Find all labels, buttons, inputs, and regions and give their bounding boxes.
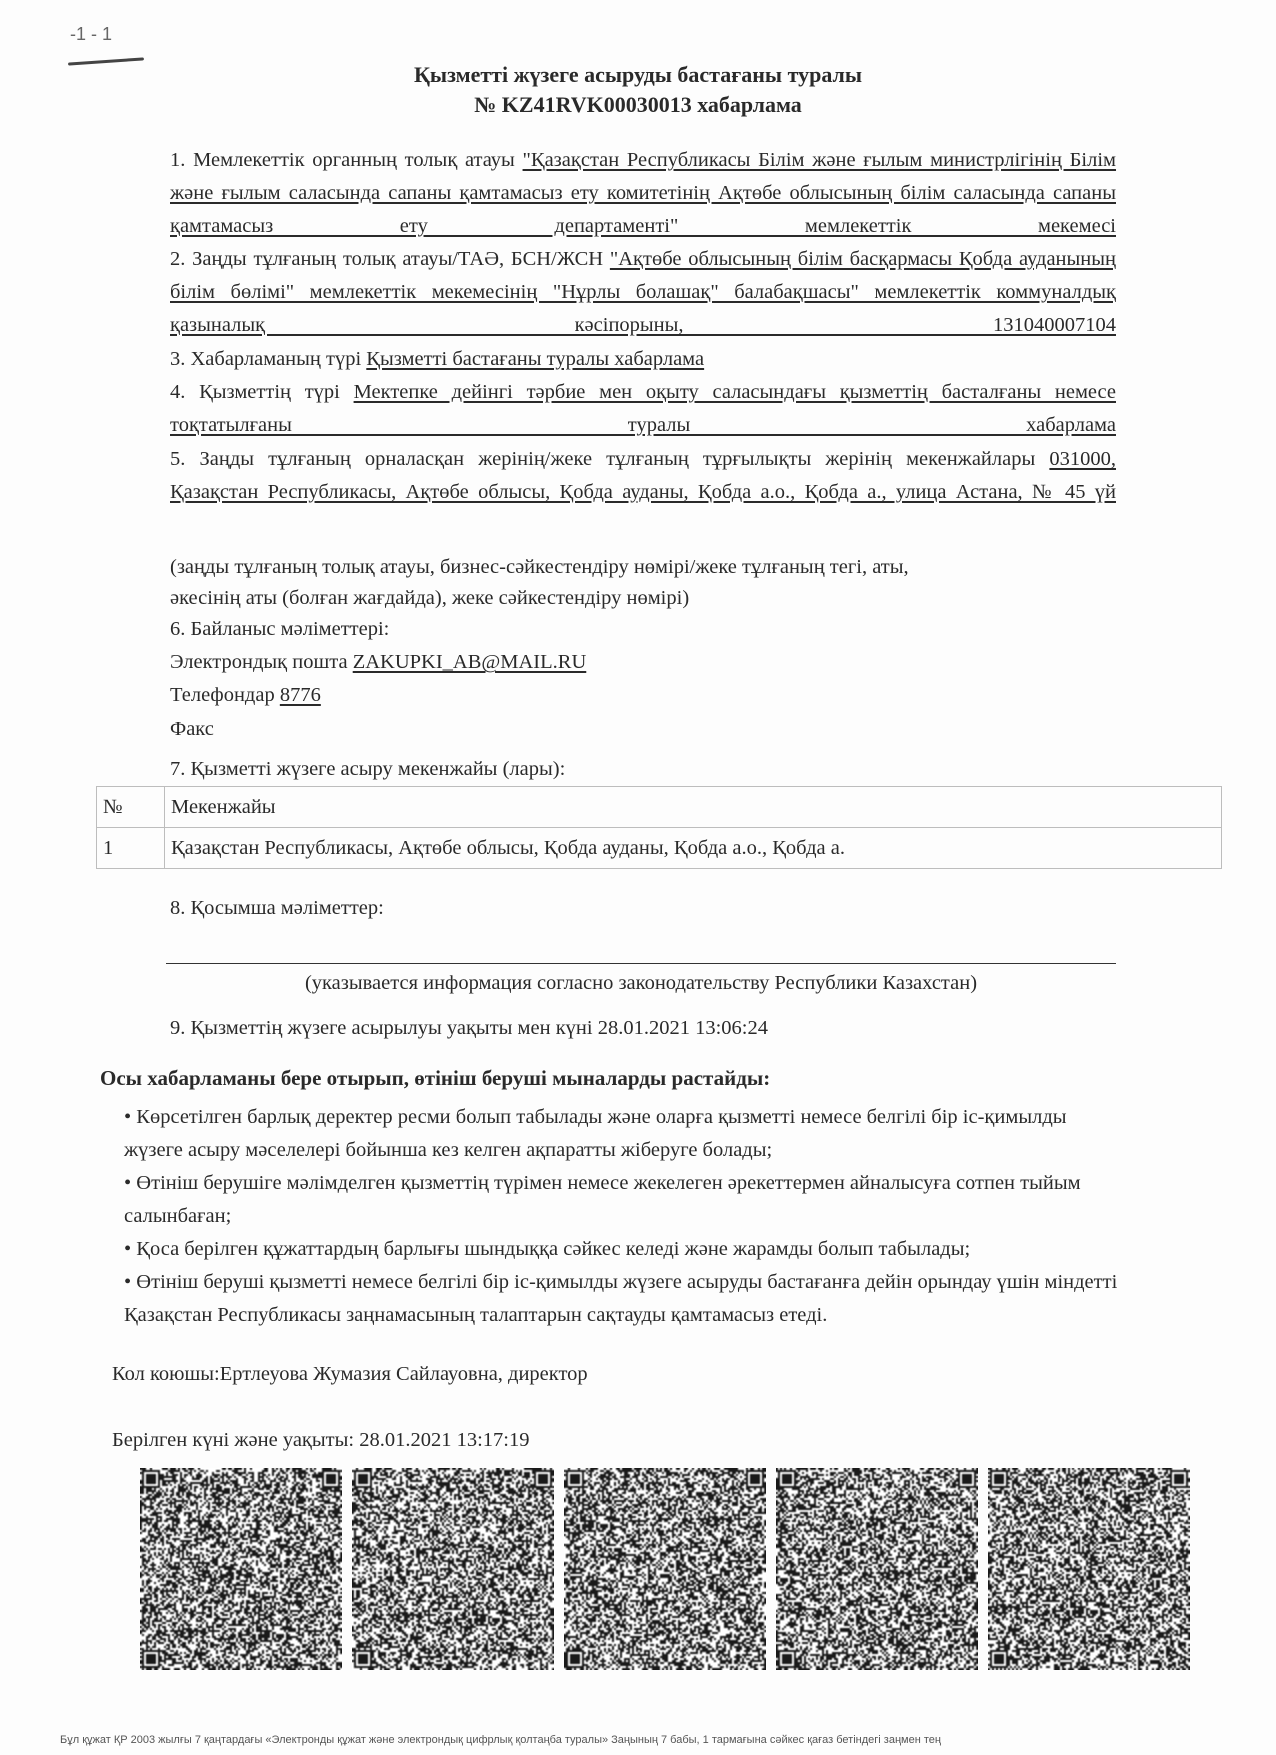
bullet-3: • Қоса берілген құжаттардың барлығы шындыққа сәйкес келеді және жарамды болып табылады; [124,1238,971,1260]
qr-code-3 [564,1468,766,1670]
item-5-label: 5. Заңды тұлғаның орналасқан жерінің/жеке тұлғаның тұрғылықты жерінің мекенжайлары [170,448,1036,470]
item-5 [170,443,1116,509]
table-row [97,828,1222,869]
item-4 [170,376,1116,442]
item-1-label: 1. Мемлекеттік органның толық атауы [170,149,515,171]
qr-code-5 [988,1468,1190,1670]
email-label: Электрондық пошта [170,651,348,673]
item-5-value: 031000, Қазақстан Республикасы, Ақтөбе облысы, Қобда ауданы, Қобда а.о., Қобда а., улица Астана, № 45 үй [170,448,1116,503]
item-8-note: (указывается информация согласно законодательству Республики Казахстан) [304,972,978,994]
item-2-label: 2. Заңды тұлғаның толық атауы/ТАӘ, БСН/ЖСН [170,248,604,270]
item-3 [170,343,1116,376]
item-4-label: 4. Қызметтің түрі [170,381,340,403]
signer: Кол коюшы:Ертлеуова Жумазия Сайлауовна, директор [112,1363,588,1385]
phone-value: 8776 [279,684,321,706]
item-7-heading: 7. Қызметті жүзеге асыру мекенжайы (лары): [170,758,566,780]
col-number-header: № [97,787,165,828]
item-1 [170,144,1116,243]
bullet-1: • Көрсетілген барлық деректер ресми болып табылады және оларға қызметті немесе белгілі бір іс-қимылды жүзеге асыру мәселелері бойынша кез келген ақпаратты жіберуге болады; [124,1106,1067,1161]
item-3-value: Қызметті бастағаны туралы хабарлама [366,348,705,370]
identification-note-line-2: әкесінің аты (болған жағдайда), жеке сәйкестендіру нөмірі) [170,587,690,609]
item-2-value: "Ақтөбе облысының білім басқармасы Қобда ауданының білім бөлімі" мемлекеттік мекемесінің "Нұрлы болашақ" балабақшасы" мемлекеттік коммуналдық қазыналық кәсіпорыны, 131040007104 [170,248,1117,336]
notification-number: № KZ41RVK00030013 хабарлама [474,92,802,117]
col-address-header: Мекенжайы [165,787,1222,828]
qr-code-2 [352,1468,554,1670]
page-marker: -1 - 1 [70,24,113,44]
email-value: ZAKUPKI_AB@MAIL.RU [352,651,587,673]
item-9: 9. Қызметтің жүзеге асырылуы уақыты мен күні 28.01.2021 13:06:24 [170,1017,768,1039]
contacts-heading: 6. Байланыс мәліметтері: [170,618,390,640]
item-2 [170,243,1116,342]
fax-label: Факс [170,718,214,740]
document-title: Қызметті жүзеге асыруды бастағаны туралы [413,62,863,87]
address-table [96,786,1222,869]
qr-code-4 [776,1468,978,1670]
bullet-2: • Өтініш берушіге мәлімделген қызметтің түрімен немесе жекелеген әрекеттермен айналысуға сотпен тыйым салынбаған; [124,1172,1081,1227]
qr-code-1 [140,1468,342,1670]
identification-note-line-1: (заңды тұлғаның толық атауы, бизнес-сәйкестендіру нөмірі/жеке тұлғаның тегі, аты, [170,556,909,578]
confirmation-heading: Осы хабарламаны бере отырып, өтініш беруші мыналарды растайды: [100,1066,771,1090]
issued-datetime: Берілген күні және уақыты: 28.01.2021 13:17:19 [112,1429,530,1451]
item-4-value: Мектепке дейінгі тәрбие мен оқыту саласындағы қызметтің басталғаны немесе тоқтатылғаны туралы хабарлама [170,381,1116,436]
row-number: 1 [97,828,165,869]
additional-info-line [166,963,1116,964]
bullet-4: • Өтініш беруші қызметті немесе белгілі бір іс-қимылды жүзеге асыруды бастағанға дейін орындау үшін міндетті Қазақстан Республикасы заңнамасының талаптарын сақтауды қамтамасыз етеді. [124,1271,1118,1326]
confirmation-list [124,1101,1124,1332]
row-address: Қазақстан Республикасы, Ақтөбе облысы, Қобда ауданы, Қобда а.о., Қобда а. [165,828,1222,869]
item-1-value: "Қазақстан Республикасы Білім және ғылым министрлігінің Білім және ғылым саласында сапаны қамтамасыз ету комитетінің Ақтөбе облысының білім саласында сапаны қамтамасыз ету департаменті" мемлекеттік мекемесі [170,149,1117,237]
phone-label: Телефондар [170,684,275,706]
email-row [170,646,586,679]
table-header-row [97,787,1222,828]
item-3-label: 3. Хабарламаның түрі [170,348,362,370]
item-8-heading: 8. Қосымша мәліметтер: [170,897,384,919]
phone-row [170,679,321,712]
legal-footer-note: Бұл құжат ҚР 2003 жылғы 7 қаңтардағы «Электронды құжат және электрондық цифрлық қолтаңба туралы» Заңының 7 бабы, 1 тармағына сәйкес қағаз бетіндегі заңмен тең [60,1734,941,1746]
